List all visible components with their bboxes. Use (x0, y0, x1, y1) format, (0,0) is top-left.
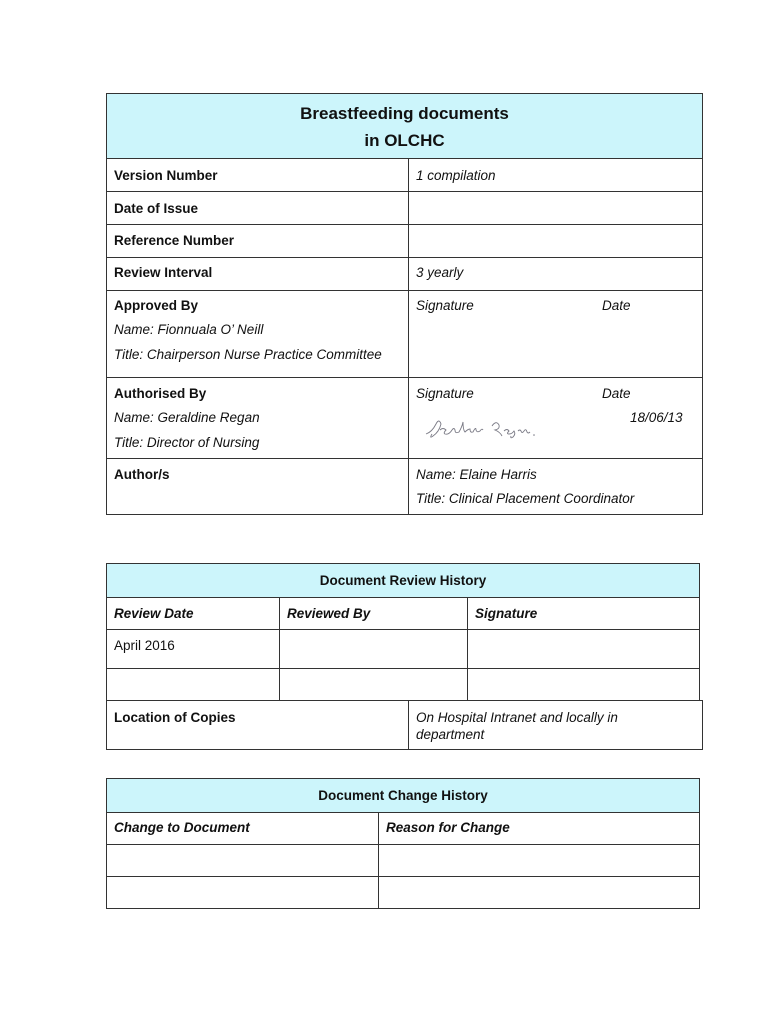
change-history-table (106, 778, 700, 909)
location-of-copies-label: Location of Copies (114, 710, 236, 725)
authors-label: Author/s (114, 467, 170, 482)
approved-by-name: Name: Fionnuala O’ Neill (114, 322, 264, 337)
document-control-table (106, 93, 703, 515)
column-header-signature: Signature (475, 606, 538, 621)
authorised-by-title: Title: Director of Nursing (114, 435, 260, 450)
authorised-date-value: 18/06/13 (630, 410, 683, 425)
authorised-by-label: Authorised By (114, 386, 207, 401)
review-history-title: Document Review History (319, 573, 487, 588)
date-of-issue-label: Date of Issue (114, 201, 199, 216)
authors-name: Name: Elaine Harris (416, 467, 537, 482)
reference-number-label: Reference Number (114, 233, 235, 248)
location-of-copies-value-line2: department (416, 727, 485, 742)
review-row-1-date: April 2016 (114, 638, 175, 653)
change-history-title: Document Change History (318, 788, 488, 803)
review-history-table (106, 563, 700, 701)
authorised-by-name: Name: Geraldine Regan (114, 410, 260, 425)
approved-by-title: Title: Chairperson Nurse Practice Committee (114, 347, 382, 362)
column-header-change-to-document: Change to Document (114, 820, 250, 835)
document-title-header (107, 94, 702, 158)
review-interval-label: Review Interval (114, 265, 213, 280)
change-history-header (107, 779, 699, 812)
version-number-value: 1 compilation (416, 168, 496, 183)
review-history-header (107, 564, 699, 597)
approved-signature-label: Signature (416, 298, 474, 313)
document-title-line2: in OLCHC (364, 131, 445, 150)
column-header-review-date: Review Date (114, 606, 194, 621)
handwritten-signature (422, 414, 542, 444)
document-title-line1: Breastfeeding documents (300, 104, 509, 123)
location-of-copies-table (106, 700, 703, 750)
authorised-date-label: Date (602, 386, 631, 401)
authorised-signature-label: Signature (416, 386, 474, 401)
approved-date-label: Date (602, 298, 631, 313)
approved-by-label: Approved By (114, 298, 199, 313)
review-interval-value: 3 yearly (416, 265, 464, 280)
location-of-copies-value-line1: On Hospital Intranet and locally in (416, 710, 618, 725)
column-header-reason-for-change: Reason for Change (386, 820, 510, 835)
version-number-label: Version Number (114, 168, 218, 183)
column-header-reviewed-by: Reviewed By (287, 606, 371, 621)
authors-title: Title: Clinical Placement Coordinator (416, 491, 635, 506)
